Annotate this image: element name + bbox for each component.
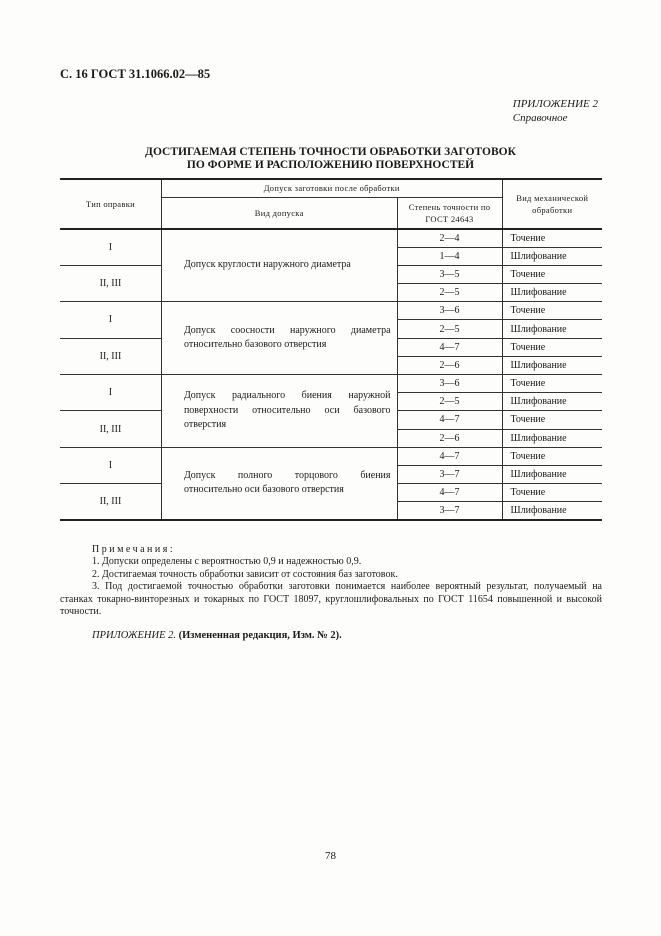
cell-machining: Точение bbox=[502, 265, 602, 283]
note-3: 3. Под достигаемой точностью обработки заготовки понимается наиболее вероятный результат, получаемый на станках токарно-винторезных и токарных по ГОСТ 18097, круглошлифовальных по ГОСТ 11654 повышенной и высокой точности. bbox=[60, 581, 602, 618]
appendix-type: Справочное bbox=[512, 112, 568, 124]
cell-type: II, III bbox=[60, 411, 161, 447]
appendix-label bbox=[513, 97, 598, 125]
cell-degree: 3—6 bbox=[397, 302, 502, 320]
cell-degree: 2—5 bbox=[397, 393, 502, 411]
cell-tolerance: Допуск полного торцового биения относительно оси базового отверстия bbox=[161, 447, 397, 520]
cell-machining: Шлифование bbox=[502, 320, 602, 338]
table-row bbox=[60, 447, 602, 465]
cell-degree: 4—7 bbox=[397, 484, 502, 502]
cell-machining: Шлифование bbox=[502, 247, 602, 265]
cell-machining: Шлифование bbox=[502, 393, 602, 411]
table-title bbox=[60, 146, 601, 171]
cell-degree: 1—4 bbox=[397, 247, 502, 265]
table-row bbox=[60, 302, 602, 320]
cell-degree: 2—6 bbox=[397, 356, 502, 374]
cell-machining: Шлифование bbox=[502, 502, 602, 520]
accuracy-table bbox=[60, 178, 602, 521]
cell-degree: 2—5 bbox=[397, 284, 502, 302]
cell-type: II, III bbox=[60, 338, 161, 374]
table-body bbox=[60, 229, 602, 520]
cell-machining: Шлифование bbox=[502, 465, 602, 483]
page-header: С. 16 ГОСТ 31.1066.02—85 bbox=[60, 67, 211, 81]
title-line-2: ПО ФОРМЕ И РАСПОЛОЖЕНИЮ ПОВЕРХНОСТЕЙ bbox=[186, 158, 475, 171]
header-degree-text: Степень точности по ГОСТ 24643 bbox=[408, 201, 491, 224]
notes-title: Примечания: bbox=[92, 544, 176, 555]
cell-degree: 3—5 bbox=[397, 265, 502, 283]
edit-note-label: ПРИЛОЖЕНИЕ 2. bbox=[92, 630, 176, 641]
cell-degree: 3—7 bbox=[397, 502, 502, 520]
cell-degree: 4—7 bbox=[397, 411, 502, 429]
cell-machining: Точение bbox=[502, 484, 602, 502]
cell-type: II, III bbox=[60, 484, 161, 520]
note-1: 1. Допуски определены с вероятностью 0,9 и надежностью 0,9. bbox=[92, 556, 362, 568]
cell-degree: 4—7 bbox=[397, 338, 502, 356]
table-row bbox=[60, 375, 602, 393]
cell-degree: 3—6 bbox=[397, 375, 502, 393]
cell-tolerance: Допуск соосности наружного диаметра относительно базового отверстия bbox=[161, 302, 397, 375]
cell-machining: Точение bbox=[502, 411, 602, 429]
edit-note bbox=[92, 630, 342, 641]
header-type-text: Тип оправки bbox=[85, 199, 135, 209]
header-tolerance-kind: Вид допуска bbox=[161, 197, 397, 229]
header-tolerance-group: Допуск заготовки после обработки bbox=[161, 179, 502, 197]
cell-machining: Точение bbox=[502, 229, 602, 247]
cell-degree: 2—4 bbox=[397, 229, 502, 247]
cell-degree: 2—6 bbox=[397, 429, 502, 447]
cell-tolerance: Допуск круглости наружного диаметра bbox=[161, 229, 397, 302]
notes-section bbox=[60, 544, 602, 618]
cell-type: I bbox=[60, 302, 161, 338]
table-row bbox=[60, 229, 602, 247]
cell-degree: 4—7 bbox=[397, 447, 502, 465]
header-type bbox=[60, 179, 161, 229]
title-line-1: ДОСТИГАЕМАЯ СТЕПЕНЬ ТОЧНОСТИ ОБРАБОТКИ ЗАГОТОВОК bbox=[145, 146, 516, 158]
edit-note-text: (Измененная редакция, Изм. № 2). bbox=[178, 630, 342, 641]
cell-type: I bbox=[60, 447, 161, 483]
cell-machining: Шлифование bbox=[502, 429, 602, 447]
cell-machining: Точение bbox=[502, 447, 602, 465]
header-degree bbox=[397, 197, 502, 229]
cell-tolerance: Допуск радиального биения наружной поверхности относительно оси базового отверстия bbox=[161, 375, 397, 448]
note-2: 2. Достигаемая точность обработки зависит от состояния баз заготовок. bbox=[92, 568, 398, 580]
cell-type: II, III bbox=[60, 265, 161, 301]
cell-machining: Точение bbox=[502, 375, 602, 393]
header-machining-text: Вид механической обработки bbox=[516, 193, 589, 215]
appendix-number: ПРИЛОЖЕНИЕ 2 bbox=[512, 98, 598, 110]
cell-type: I bbox=[60, 229, 161, 265]
cell-machining: Точение bbox=[502, 302, 602, 320]
cell-degree: 3—7 bbox=[397, 465, 502, 483]
page-number: 78 bbox=[325, 850, 336, 862]
cell-degree: 2—5 bbox=[397, 320, 502, 338]
cell-type: I bbox=[60, 375, 161, 411]
cell-machining: Шлифование bbox=[502, 284, 602, 302]
cell-machining: Точение bbox=[502, 338, 602, 356]
cell-machining: Шлифование bbox=[502, 356, 602, 374]
header-machining bbox=[502, 179, 602, 229]
